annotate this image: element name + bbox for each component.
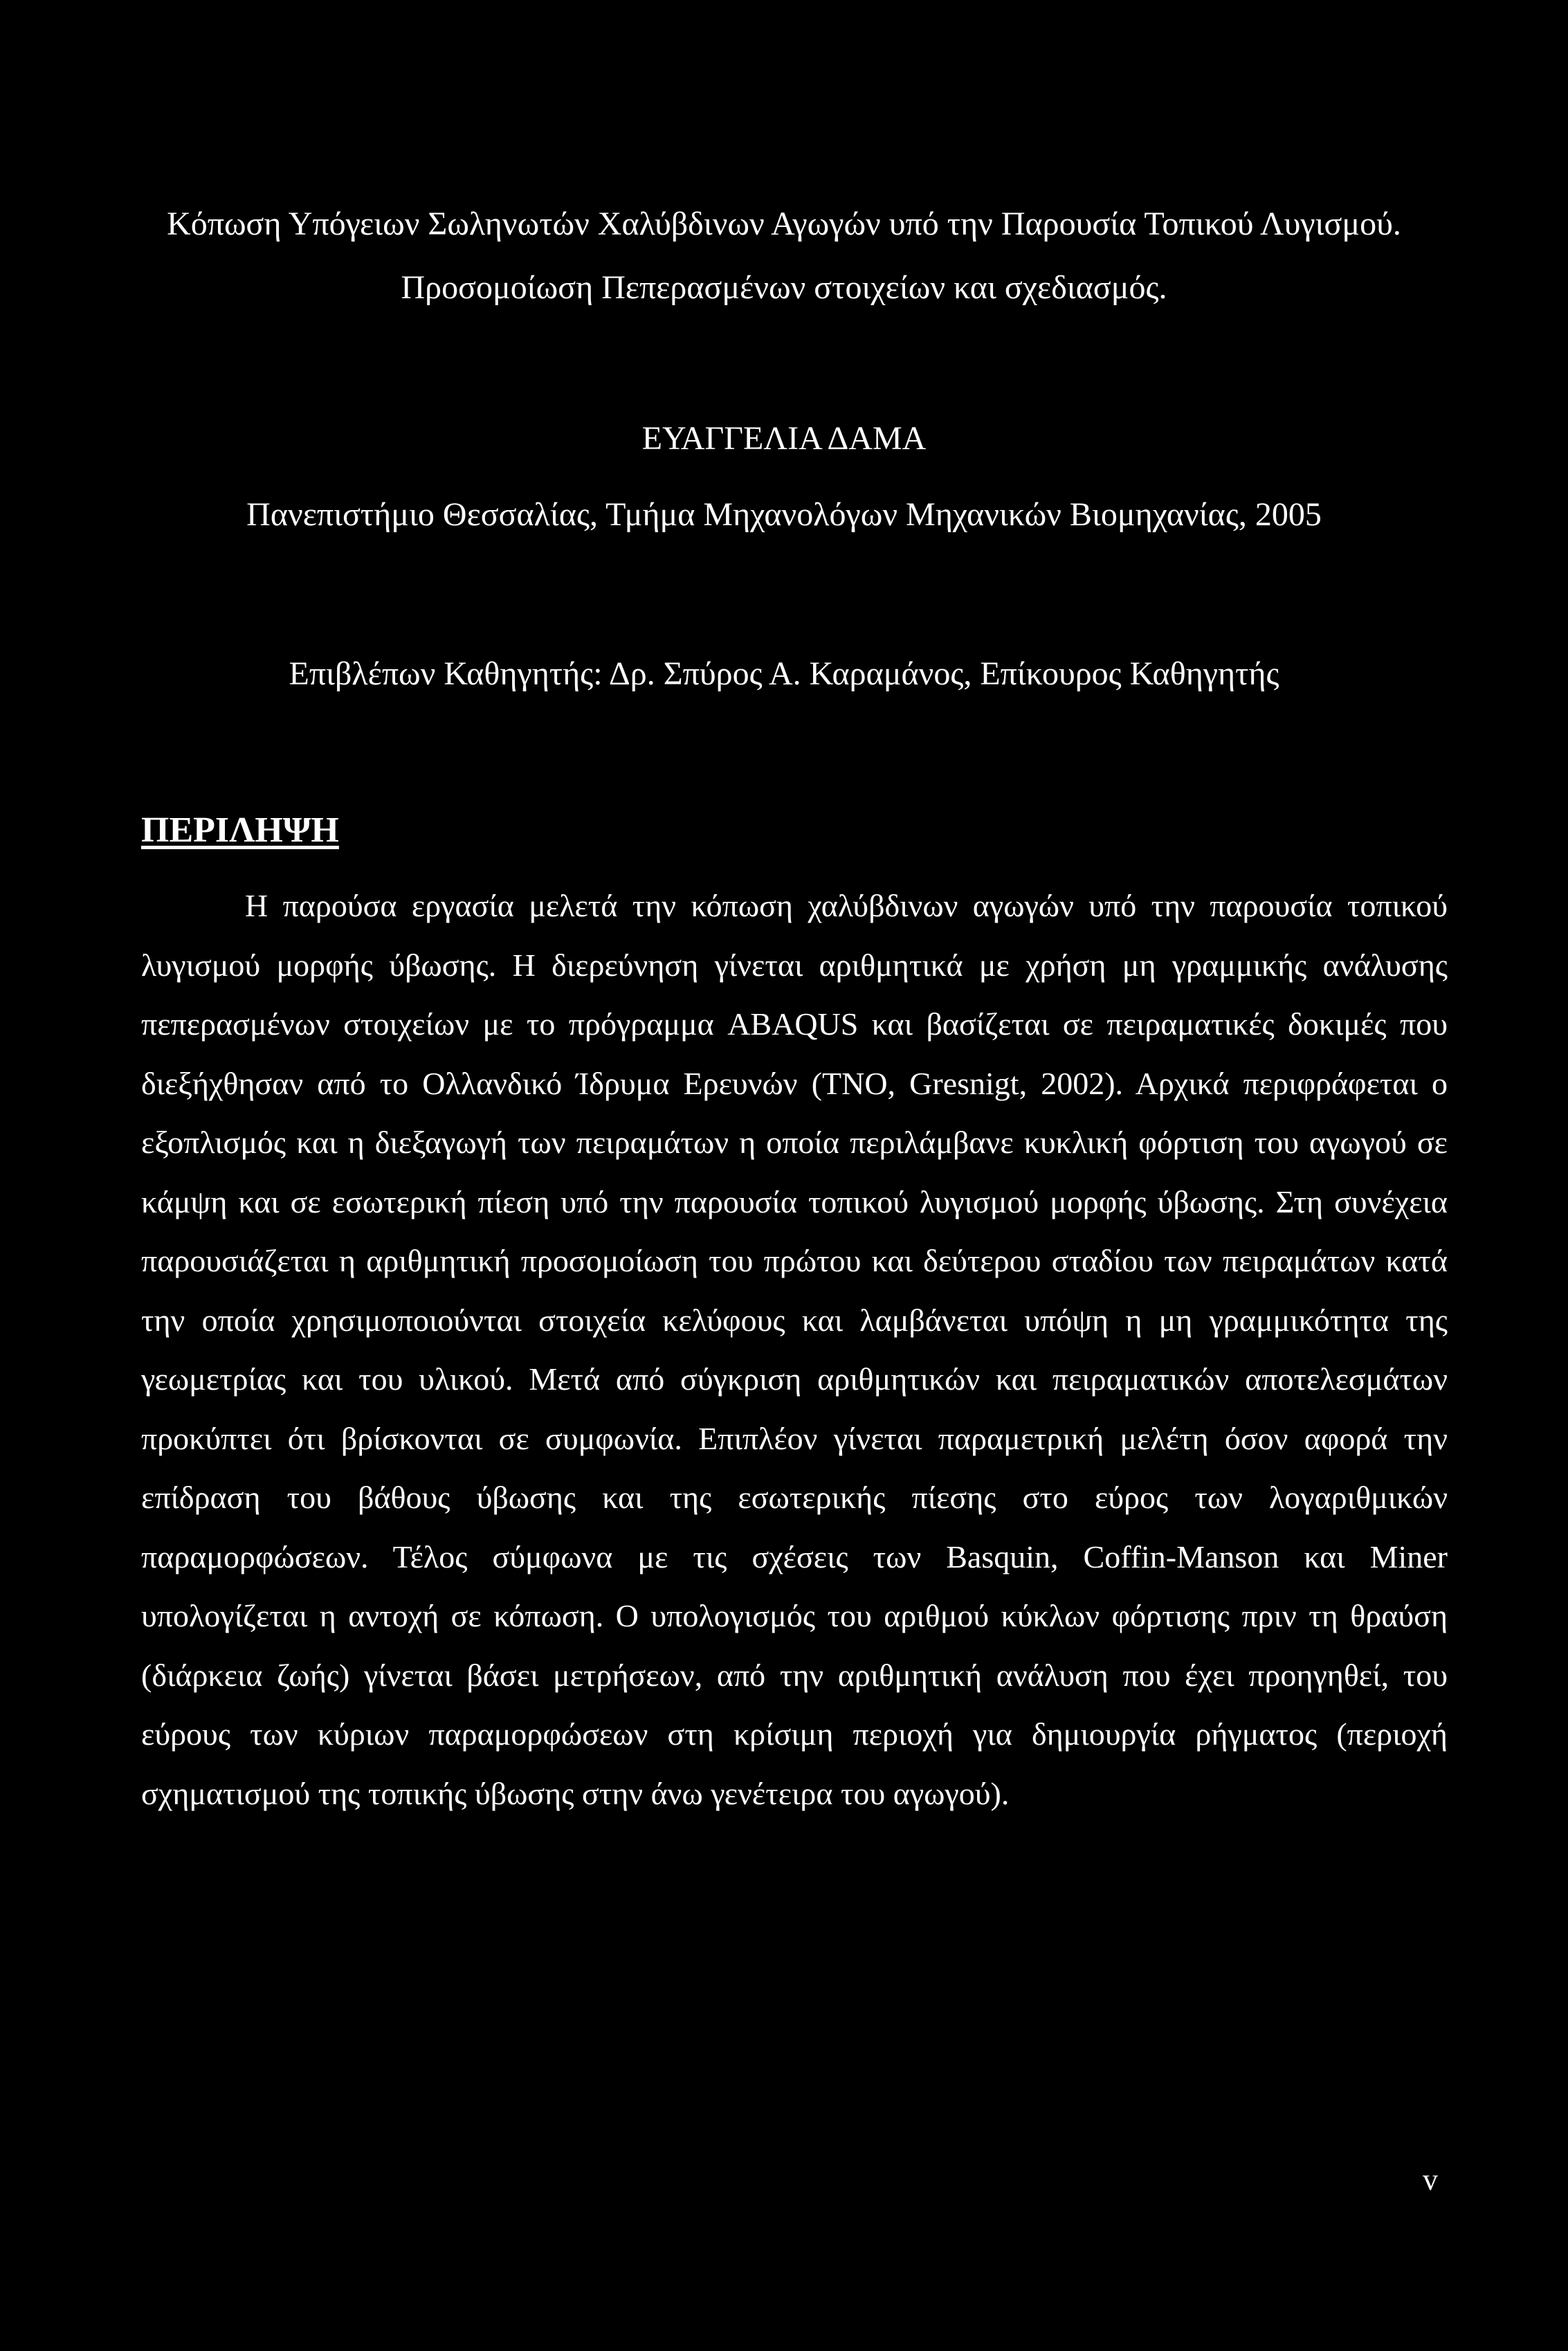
page-number: v [1423,2163,1438,2197]
abstract-paragraph: Η παρούσα εργασία μελετά την κόπωση χαλύβδινων αγωγών υπό την παρουσία τοπικού λυγισμού μορφής ύβωσης. Η διερεύνηση γίνεται αριθμητικά με χρήση μη γραμμικής ανάλυσης πεπερασμένων στοιχείων με το πρόγραμμα ABAQUS και βασίζεται σε πειραματικές δοκιμές που διεξήχθησαν από το Ολλανδικό Ίδρυμα Ερευνών (TNO, Gresnigt, 2002). Αρχικά περιφράφεται ο εξοπλισμός και η διεξαγωγή των πειραμάτων η οποία περιλάμβανε κυκλική φόρτιση του αγωγού σε κάμψη και σε εσωτερική πίεση υπό την παρουσία τοπικού λυγισμού μορφής ύβωσης. Στη συνέχεια παρουσιάζεται η αριθμητική προσομοίωση του πρώτου και δεύτερου σταδίου των πειραμάτων κατά την οποία χρησιμοποιούνται στοιχεία κελύφους και λαμβάνεται υπόψη η μη γραμμικότητα της γεωμετρίας και του υλικού. Μετά από σύγκριση αριθμητικών και πειραματικών αποτελεσμάτων προκύπτει ότι βρίσκονται σε συμφωνία. Επιπλέον γίνεται παραμετρική μελέτη όσον αφορά την επίδραση του βάθους ύβωσης και της εσωτερικής πίεσης στο εύρος των λογαριθμικών παραμορφώσεων. Τέλος σύμφωνα με τις σχέσεις των Basquin, Coffin-Manson και Miner υπολογίζεται η αντοχή σε κόπωση. Ο υπολογισμός του αριθμού κύκλων φόρτισης πριν τη θραύση (διάρκεια ζωής) γίνεται βάσει μετρήσεων, από την αριθμητική ανάλυση που έχει προηγηθεί, του εύρους των κύριων παραμορφώσεων στη κρίσιμη περιοχή για δημιουργία ρήγματος (περιοχή σχηματισμού της τοπικής ύβωσης στην άνω γενέτειρα του αγωγού). [141,888,1448,1811]
thesis-title-line-2: Προσομοίωση Πεπερασμένων στοιχείων και σχεδιασμός. [401,269,1167,306]
supervisor-line: Επιβλέπων Καθηγητής: Δρ. Σπύρος Α. Καραμάνος, Επίκουρος Καθηγητής [289,655,1279,692]
university-affiliation: Πανεπιστήμιο Θεσσαλίας, Τμήμα Μηχανολόγων Μηχανικών Βιομηχανίας, 2005 [246,496,1322,533]
abstract-heading: ΠΕΡΙΛΗΨΗ [141,810,339,850]
thesis-title-line-1: Κόπωση Υπόγειων Σωληνωτών Χαλύβδινων Αγωγών υπό την Παρουσία Τοπικού Λυγισμού. [167,206,1401,242]
author-name: ΕΥΑΓΓΕΛΙΑ ΔΑΜΑ [641,420,927,457]
